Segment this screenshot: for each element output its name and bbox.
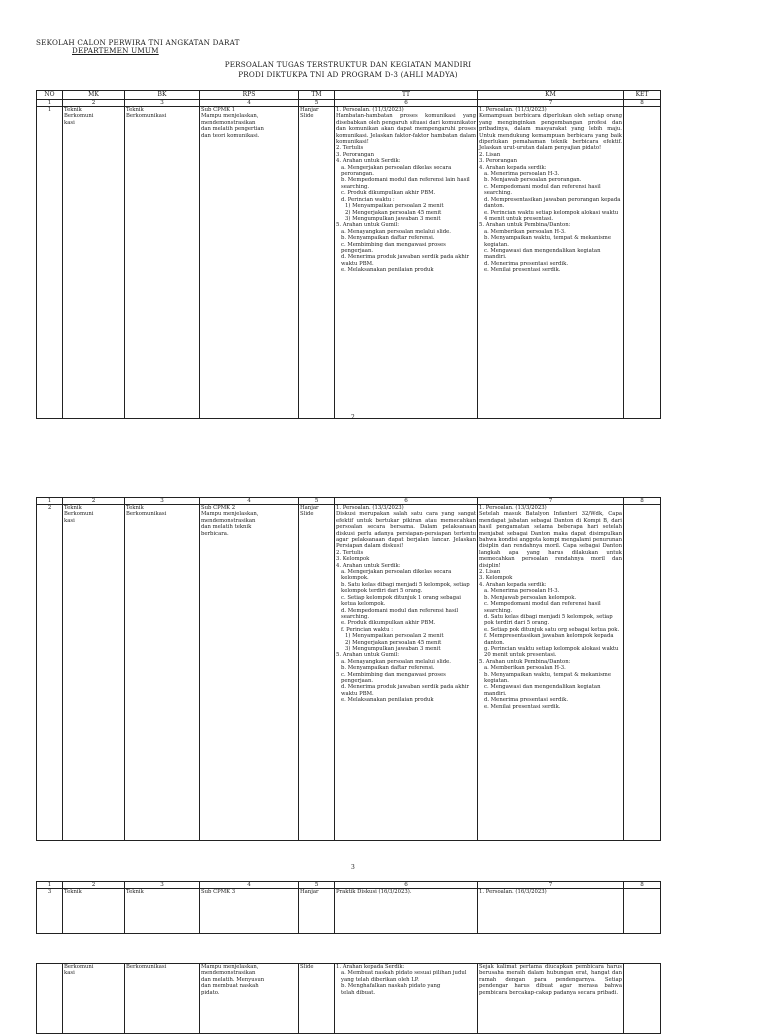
bk-line: Teknik (126, 505, 144, 511)
column-number: 1 (37, 882, 63, 889)
tt-line: d. Mempedomani modul dan referensi hasil searching. (341, 607, 459, 620)
row-no: 1 (37, 107, 63, 419)
km-line: d. Menerima presentasi serdik. (484, 260, 569, 267)
tm-line: Slide (300, 511, 314, 518)
tt-line: b. Satu kelas dibagi menjadi 5 kelompok, setiap kelompok terdiri dari 5 orang. (341, 581, 470, 595)
column-number: 7 (478, 882, 624, 889)
rps-line: Sub CPMK 1 (201, 107, 236, 113)
km-line: a. Menerima persoalan H-3. (484, 171, 560, 178)
column-number: 7 (478, 498, 624, 505)
tt-line: b. Menyampaikan daftar referensi. (341, 665, 435, 672)
rps-line: mendemonstrasikan (201, 517, 256, 524)
km-line: c. Mengawasi dan mengendalikan kegiatan mandiri. (484, 247, 601, 261)
column-number: 6 (335, 100, 478, 107)
km-line: e. Menilai presentasi serdik. (484, 267, 561, 274)
km-line: b. Menyampaikan waktu, tempat & mekanisme kegiatan. (484, 235, 611, 248)
row-ket (624, 505, 661, 841)
table-row (37, 889, 661, 934)
column-number: 8 (624, 100, 661, 107)
tt-line: 1. Persoalan. (11/3/2023) (336, 107, 404, 113)
mk-line: Teknik (64, 505, 82, 511)
row-mk (63, 505, 125, 841)
bk-line: Berkomunikasi (126, 511, 167, 518)
header-km: KM (478, 91, 624, 100)
table-header-row (37, 91, 661, 100)
tt-line: 1. Persoalan. (13/3/2023) (336, 505, 404, 511)
mk-line: Teknik (64, 107, 82, 113)
row-bk (125, 107, 200, 419)
rps-line: pidato. (201, 989, 220, 996)
tt-line: f. Perincian waktu : (341, 626, 394, 633)
row-rps (200, 964, 299, 1034)
tt-line: 4. Arahan untuk Serdik: (336, 158, 401, 165)
rps-line: dan teori komunikasi. (201, 132, 260, 139)
tt-line: 3) Mengumpulkan jawaban 3 menit (345, 645, 441, 652)
tt-line: b. Mempedomani modul dan referensi lain hasil searching. (341, 177, 470, 190)
km-line: b. Menjawab persoalan kelompok. (484, 594, 577, 601)
column-number: 3 (125, 882, 200, 889)
row-tm (299, 107, 335, 419)
column-number: 3 (125, 498, 200, 505)
page-number: 2 (351, 414, 355, 421)
row-tt (335, 107, 478, 419)
row-tt (335, 964, 478, 1034)
row-tt (335, 505, 478, 841)
km-line: 4. Arahan kepada serdik: (479, 164, 547, 171)
mk-line: Berkomuni (64, 511, 94, 518)
mk-line: kasi (64, 970, 75, 977)
km-line: 1. Persoalan. (11/3/2023) (479, 107, 547, 113)
tt-line: 2) Mengerjakan persoalan 45 menit (345, 209, 442, 216)
tt-line: a. Mengerjakan persoalan dikelas secara perorangan. (341, 164, 452, 178)
tt-line: d. Menerima produk jawaban serdik pada akhir waktu PBM. (341, 684, 470, 697)
tt-line: e. Melaksanakan penilaian produk (341, 697, 434, 704)
row-no: 2 (37, 505, 63, 841)
mk-line: kasi (64, 517, 75, 524)
tt-line: 2. Tertulis (336, 549, 364, 556)
km-line: c. Mempedomani modul dan referensi hasil searching. (484, 601, 601, 614)
column-number: 5 (299, 498, 335, 505)
row-km: 1. Persoalan. (16/3/2023) (478, 889, 624, 934)
row-ket (624, 107, 661, 419)
rps-line: dan melatih teknik (201, 524, 252, 531)
row-rps: Sub CPMK 3 (200, 889, 299, 934)
header-ket: KET (624, 91, 661, 100)
tt-line: b. Menyampaikan daftar referensi. (341, 235, 435, 242)
km-line: g. Perincian waktu setiap kelompok alokasi waktu 20 menit untuk presentasi. (484, 645, 619, 659)
km-line: d. Mempresentasikan jawaban perorangan kepada danton. (484, 196, 621, 210)
tt-line: a. Mengerjakan persoalan dikelas secara kelompok. (341, 569, 452, 582)
tt-line: c. Membimbing dan mengawasi proses pengerjaan. (341, 671, 446, 684)
tt-line: c. Membimbing dan mengawasi proses pengerjaan. (341, 241, 446, 254)
rps-line: mendemonstrasikan (201, 970, 256, 977)
column-number: 8 (624, 498, 661, 505)
km-line: 3. Kelompok (479, 575, 513, 582)
rps-line: dan membuat naskah (201, 983, 259, 990)
km-line: b. Menjawab persoalan perorangan. (484, 177, 582, 184)
km-line: c. Mempedomani modul dan referensi hasil searching. (484, 183, 601, 197)
row-mk (63, 107, 125, 419)
km-line: 2. Lisan (479, 151, 501, 158)
km-line: 3. Perorangan (479, 158, 517, 165)
row-tm (299, 505, 335, 841)
tt-line: 5. Arahan untuk Gumil: (336, 652, 400, 659)
row-rps (200, 505, 299, 841)
km-line: Sejak kalimat pertama diucapkan pembicara harus berusaha meraih dalam hubungan erat, hangat dan ramah dengan para pendengarnya. Setiap pendengar harus dibuat agar merasa bahwa pembicara bercakap-cakap padanya secara pribadi. (479, 964, 622, 996)
tt-line: c. Setiap kelompok ditunjuk 1 orang sebagai ketua kelompok. (341, 594, 461, 608)
rps-line: berbicara. (201, 530, 229, 537)
row-km (478, 505, 624, 841)
row-bk (125, 505, 200, 841)
tt-line: telah dibuat. (341, 989, 376, 996)
tt-line: Hambatan-hambatan proses komunikasi yang disebabkan oleh pengaruh situasi dari komunikator dan komunikan akan dapat mempengaruhi proses komunikasi. Jelaskan faktor-faktor hambatan dalam komunikasi! (336, 113, 476, 146)
tt-line: d. Menerima produk jawaban serdik pada akhir waktu PBM. (341, 254, 470, 267)
department-name: DEPARTEMEN UMUM (72, 46, 159, 55)
km-line: 5. Arahan untuk Pembina/Danton: (479, 222, 571, 229)
assignment-table-page-3 (36, 881, 661, 934)
row-tm: Hanjar (299, 889, 335, 934)
table-row (37, 107, 661, 419)
tt-line: 2) Mengerjakan persoalan 45 menit (345, 639, 442, 646)
mk-line: Berkomuni (64, 113, 94, 120)
assignment-table-page-1 (36, 90, 661, 419)
column-number: 5 (299, 100, 335, 107)
rps-line: dan melatih. Menyusun (201, 976, 265, 983)
header-rps: RPS (200, 91, 299, 100)
km-line: 4. Arahan kepada serdik: (479, 581, 547, 588)
column-number: 2 (63, 498, 125, 505)
column-number: 8 (624, 882, 661, 889)
document-title: PERSOALAN TUGAS TERSTRUKTUR DAN KEGIATAN MANDIRI (224, 60, 472, 69)
row-bk: Teknik (125, 889, 200, 934)
document-subtitle: PRODI DIKTUKPA TNI AD PROGRAM D-3 (AHLI MADYA) (238, 70, 458, 79)
column-number: 1 (37, 100, 63, 107)
table-row (37, 964, 661, 1034)
column-number: 4 (200, 882, 299, 889)
row-tt: Praktik Diskusi (16/3/2023). (335, 889, 478, 934)
tt-line: c. Produk dikumpulkan akhir PBM. (341, 190, 436, 197)
tt-line: a. Menayangkan persoalan melalui slide. (341, 658, 451, 665)
row-no: 3 (37, 889, 63, 934)
km-line: c. Mengawasi dan mengendalikan kegiatan mandiri. (484, 684, 601, 697)
tm-line: Hanjar (300, 505, 319, 511)
km-line: 2. Lisan (479, 569, 501, 576)
km-line: b. Menyampaikan waktu, tempat & mekanisme kegiatan. (484, 671, 611, 684)
tt-line: 1) Menyampaikan persoalan 2 menit (345, 203, 444, 210)
column-number-row (37, 498, 661, 505)
row-bk: Berkomunikasi (125, 964, 200, 1034)
km-line: d. Satu kelas dibagi menjadi 5 kelompok, setiap pok terdiri dari 5 orang. (484, 613, 613, 627)
column-number: 2 (63, 100, 125, 107)
rps-line: Mampu menjelaskan, (201, 113, 259, 120)
column-number: 7 (478, 100, 624, 107)
table-row (37, 505, 661, 841)
column-number: 4 (200, 498, 299, 505)
column-number: 2 (63, 882, 125, 889)
tt-line: d. Perincian waktu : (341, 196, 395, 203)
header-bk: BK (125, 91, 200, 100)
tt-line: 5. Arahan untuk Gumil: (336, 222, 400, 229)
km-line: d. Menerima presentasi serdik. (484, 697, 569, 704)
km-line: Kemampuan berbicara diperlukan oleh setiap orang yang menginginkan pengembangan profesi dan pribadinya, dalam masyarakat yang lebih maju. Untuk mendukung kemampuan berbicara yang baik diperlukan pemahaman teknik berbicara efektif. Jelaskan urut-urutan dalam penyajian pidato! (479, 113, 622, 152)
assignment-table-page-4 (36, 963, 661, 1034)
km-line: a. Memberikan persoalan H-3. (484, 228, 566, 235)
km-line: f. Mempresentasikan jawaban kelompok kepada danton. (484, 633, 614, 646)
mk-line: Berkomuni (64, 964, 94, 970)
rps-line: Sub CPMK 2 (201, 505, 236, 511)
tt-line: a. Membuat naskah pidato sesuai pilihan judul yang telah diberikan oleh LP. (341, 970, 467, 983)
rps-line: Mampu menjelaskan, (201, 964, 259, 970)
column-number: 6 (335, 882, 478, 889)
km-line: e. Menilai presentasi serdik. (484, 703, 561, 710)
column-number-row (37, 882, 661, 889)
tt-line: a. Menayangkan persoalan melalui slide. (341, 228, 451, 235)
tt-line: 4. Arahan untuk Serdik: (336, 562, 401, 569)
tt-line: 3. Kelompok (336, 556, 370, 563)
header-tm: TM (299, 91, 335, 100)
row-mk: Teknik (63, 889, 125, 934)
row-rps (200, 107, 299, 419)
row-km (478, 107, 624, 419)
row-ket (624, 889, 661, 934)
tt-line: 1) Menyampaikan persoalan 2 menit (345, 633, 444, 640)
column-number-row (37, 100, 661, 107)
tm-line: Hanjar (300, 107, 319, 113)
mk-line: kasi (64, 119, 75, 126)
km-line: e. Setiap pok ditunjuk satu org sebagai ketua pok. (484, 626, 620, 633)
column-number: 5 (299, 882, 335, 889)
tt-line: 1. Arahan kepada Serdik: (336, 964, 405, 970)
header-no: NO (37, 91, 63, 100)
row-km (478, 964, 624, 1034)
bk-line: Berkomunikasi (126, 113, 167, 120)
page-number: 3 (351, 864, 355, 871)
row-mk (63, 964, 125, 1034)
km-line: 1. Persoalan. (13/3/2023) (479, 505, 547, 511)
km-line: Setelah masuk Batalyon Infanteri 32/Wdk, Capa mendapat jabatan sebagai Danton di Kompi B, dari hasil pengamatan selama beberapa hari setelah menjabat sebagai Danton maka dapat disimpulkan bahwa kondisi anggota kompi mengalami penurunan disiplin dan rendahnya moril. Capa sebagai Danton langkah apa yang harus dilakukan untuk memecahkan persoalan rendahnya moril dan disiplin! (479, 511, 622, 569)
tt-line: Diskusi merupakan salah satu cara yang sangat efektif untuk bertukar pikiran atau memecahkan persoalan secara bersama. Dalam pelaksanaan diskusi perlu adanya persiapan-persiapan tertentu agar pelaksanaan dapat berjalan lancar. Jelaskan Persiapan dalam diskusi! (336, 511, 476, 550)
tm-line: Slide (300, 113, 314, 120)
rps-line: Mampu menjelaskan, (201, 511, 259, 518)
header-mk: MK (63, 91, 125, 100)
rps-line: dan melatih pengertian (201, 126, 264, 133)
row-tm: Slide (299, 964, 335, 1034)
km-line: e. Perincian waktu setiap kelompok alokasi waktu 4 menit untuk presentasi. (484, 209, 619, 222)
tt-line: 2. Tertulis (336, 145, 364, 152)
tt-line: 3. Perorangan (336, 151, 374, 158)
km-line: 5. Arahan untuk Pembina/Danton: (479, 658, 571, 665)
row-no (37, 964, 63, 1034)
tt-line: e. Melaksanakan penilaian produk (341, 267, 434, 274)
column-number: 6 (335, 498, 478, 505)
row-ket (624, 964, 661, 1034)
tt-line: 3) Mengumpulkan jawaban 3 menit (345, 215, 441, 222)
km-line: a. Menerima persoalan H-3. (484, 588, 560, 595)
bk-line: Teknik (126, 107, 144, 113)
column-number: 4 (200, 100, 299, 107)
rps-line: mendemonstrasikan (201, 119, 256, 126)
km-line: a. Memberikan persoalan H-3. (484, 665, 566, 672)
header-tt: TT (335, 91, 478, 100)
assignment-table-page-2 (36, 497, 661, 841)
tt-line: e. Produk dikumpulkan akhir PBM. (341, 620, 436, 627)
institution-name: SEKOLAH CALON PERWIRA TNI ANGKATAN DARAT (36, 38, 240, 47)
column-number: 1 (37, 498, 63, 505)
column-number: 3 (125, 100, 200, 107)
tt-line: b. Menghafalkan naskah pidato yang (341, 983, 441, 990)
